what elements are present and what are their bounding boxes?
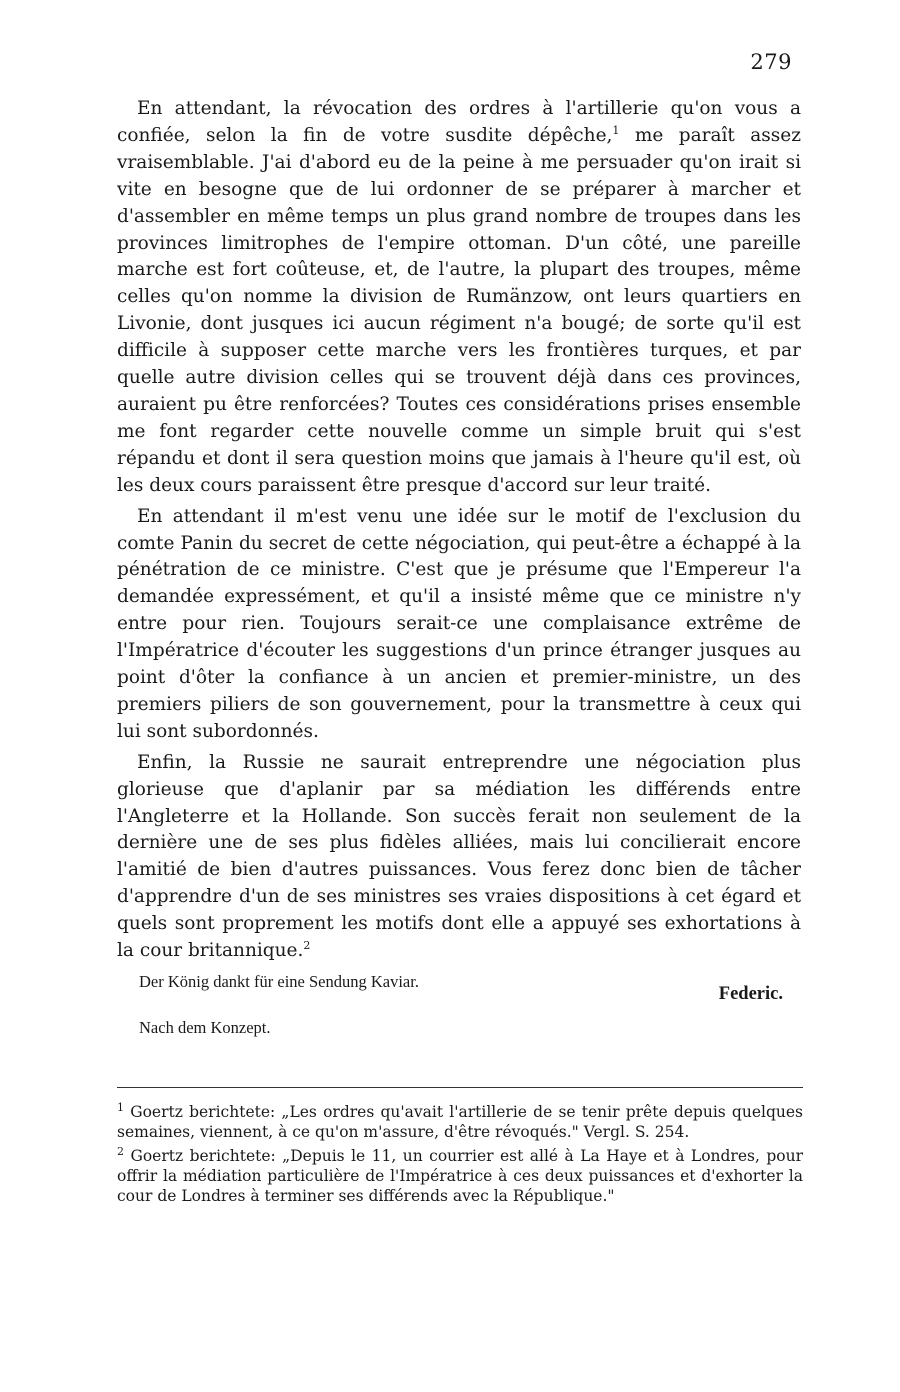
page-number: 279 [750,50,792,74]
footnote-2-marker: 2 [117,1144,124,1158]
footnote-2-text: Goertz berichtete: „Depuis le 11, un courrier est allé à La Haye et à Londres, pour offrir la médiation particulière de l'Impératrice à ces deux puissances et d'exhorter la cour de Londres à terminer ses différends avec la République." [117,1147,803,1205]
paragraph-2 [117,504,801,746]
footnote-1 [117,1102,803,1142]
footnote-1-text: Goertz berichtete: „Les ordres qu'avait l'artillerie de se tenir prête depuis quelques semaines, viennent, à ce qu'on m'assure, d'être révoqués." Vergl. S. 254. [117,1103,803,1141]
paragraph-2-text: En attendant il m'est venu une idée sur le motif de l'exclusion du comte Panin du secret de cette négociation, qui peut-être a échappé à la pénétration de ce ministre. C'est que je présume que l'Empereur l'a demandée expressément, et qu'il a insisté même que ce ministre n'y entre pour rien. Toujours serait-ce une complaisance extrême de l'Impératrice d'écouter les suggestions d'un prince étranger jusques au point d'ôter la confiance à un ancien et premier-ministre, un des premiers piliers de son gouvernement, pour la transmettre à ceux qui lui sont subordonnés. [117,505,801,742]
footnotes [117,1102,803,1210]
source-note: Nach dem Konzept. [139,1018,271,1037]
footnote-divider [117,1087,803,1088]
closing-block [117,969,801,1005]
closing-note: Der König dankt für eine Sendung Kaviar. [139,972,419,991]
paragraph-1-text: En attendant, la révocation des ordres à l'artillerie qu'on vous a confiée, selon la fin de votre susdite dépêche, [117,98,801,146]
footnote-ref-2[interactable]: 2 [303,938,311,952]
paragraph-3-text: Enfin, la Russie ne saurait entreprendre une négociation plus glorieuse que d'aplanir par sa médiation les différends entre l'Angleterre et la Hollande. Son succès ferait non seulement de la dernière une de ses plus fidèles alliées, mais lui concilierait encore l'amitié de bien d'autres puissances. Vous ferez donc bien de tâcher d'apprendre d'un de ses ministres ses vraies dispositions à cet égard et quels sont proprement les motifs dont elle a appuyé ses exhortations à la cour britannique. [117,751,801,962]
signature: Federic. [718,984,783,1004]
paragraph-1 [117,96,801,500]
letter-body [117,96,801,1042]
paragraph-3 [117,750,801,965]
footnote-ref-1[interactable]: 1 [612,123,620,137]
paragraph-1-text-cont: me paraît assez vraisemblable. J'ai d'abord eu de la peine à me persuader qu'on irait si vite en besogne que de lui ordonner de se préparer à marcher et d'assembler en même temps un plus grand nombre de troupes dans les provinces limitrophes de l'empire ottoman. D'un côté, une pareille marche est fort coûteuse, et, de l'autre, la plupart des troupes, même celles qu'on nomme la division de Rumänzow, ont leurs quartiers en Livonie, dont jusques ici aucun régiment n'a bougé; de sorte qu'il est difficile à supposer cette marche vers les frontières turques, et par quelle autre division celles qui se trouvent déjà dans ces provinces, auraient pu être renforcées? Toutes ces considérations prises ensemble me font regarder cette nouvelle comme un simple bruit qui s'est répandu et dont il sera question moins que jamais à l'heure qu'il est, où les deux cours paraissent être presque d'accord sur leur traité. [117,124,801,496]
footnote-2 [117,1146,803,1206]
footnote-1-marker: 1 [117,1100,124,1114]
